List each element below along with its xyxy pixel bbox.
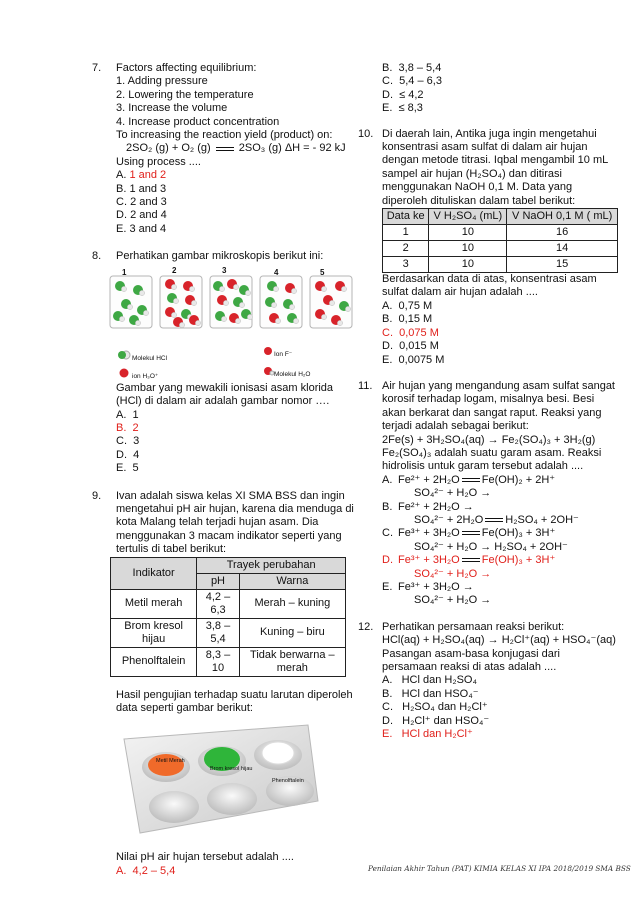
question-text: Gambar yang mewakili ionisasi asam klorida (HCl) di dalam air adalah gambar nomor …. bbox=[116, 381, 334, 408]
plate-label: Metil Merah bbox=[156, 758, 185, 765]
question-title: Factors affecting equilibrium: bbox=[116, 62, 257, 74]
question-12 bbox=[358, 621, 616, 742]
box-number: 1 bbox=[122, 267, 127, 277]
factor-item: 4. Increase product concentration bbox=[116, 115, 280, 128]
factor-item: 1. Adding pressure bbox=[116, 75, 208, 88]
table-row: Phenolftalein 8,3 – 10 Tidak berwarna – merah bbox=[111, 647, 346, 676]
question-number: 9. bbox=[92, 489, 102, 502]
question-text: Nilai pH air hujan tersebut adalah .... bbox=[116, 851, 294, 864]
indicator-table bbox=[110, 557, 346, 677]
option-d[interactable]: D. 0,015 M bbox=[382, 340, 439, 353]
option-c[interactable]: C. H₂SO₄ dan H₂Cl⁺ bbox=[382, 701, 488, 714]
question-instruction: Using process .... bbox=[116, 155, 201, 168]
table-row: 3 10 15 bbox=[383, 257, 618, 273]
option-b[interactable]: B. 1 and 3 bbox=[116, 182, 167, 195]
equilibrium-arrow-icon bbox=[462, 477, 480, 483]
legend-fminus-icon bbox=[264, 347, 272, 355]
plate-label: Phenolftalein bbox=[272, 778, 304, 785]
option-a[interactable]: A. 4,2 – 5,4 bbox=[116, 864, 176, 877]
question-prompt: To increasing the reaction yield (product) on: bbox=[116, 129, 333, 142]
question-number: 8. bbox=[92, 250, 102, 263]
option-e[interactable]: E. ≤ 8,3 bbox=[382, 102, 423, 115]
table-row: 1 10 16 bbox=[383, 225, 618, 241]
question-10 bbox=[358, 128, 616, 367]
reaction-equation: 2SO₂ (g) + O₂ (g) 2SO₃ (g) ΔH = - 92 kJ bbox=[126, 142, 346, 155]
question-9-continued bbox=[358, 62, 616, 116]
microscopic-figure bbox=[102, 264, 358, 382]
table-header: Indikator bbox=[111, 557, 197, 589]
question-text: Di daerah lain, Antika juga ingin mengetahui konsentrasi asam sulfat di dalam air hujan dengan metode titrasi. Iqbal mengambil 10 mL sampel air hujan (H₂SO₄) dan ditirasi menggunakan NaOH 0,1 M. Data yang diperoleh dituliskan dalam tabel berikut: bbox=[382, 127, 608, 207]
option-c[interactable]: C. Fe³⁺ + 3H₂O Fe(OH)₃ + 3H⁺ SO₄²⁻ + H₂O → H₂SO₄ + 2OH⁻ bbox=[382, 527, 568, 553]
question-8 bbox=[92, 250, 354, 475]
option-e[interactable]: E. 3 and 4 bbox=[116, 222, 167, 235]
right-column bbox=[358, 62, 616, 741]
table-row: Metil merah 4,2 – 6,3 Merah – kuning bbox=[111, 589, 346, 618]
option-a[interactable]: A. 1 bbox=[116, 408, 139, 421]
option-d[interactable]: D. 2 and 4 bbox=[116, 209, 167, 222]
option-d[interactable]: D. 4 bbox=[116, 448, 140, 461]
table-row: Brom kresol hijau 3,8 – 5,4 Kuning – biru bbox=[111, 618, 346, 647]
question-9 bbox=[92, 490, 354, 879]
result-text: Hasil pengujian terhadap suatu larutan diperoleh data seperti gambar berikut: bbox=[116, 688, 353, 714]
question-number: 11. bbox=[358, 379, 373, 392]
option-b[interactable]: B. Fe²⁺ + 2H₂O → SO₄²⁻ + 2H₂O H₂SO₄ + 2OH⁻ bbox=[382, 500, 579, 526]
question-title: Perhatikan persamaan reaksi berikut: bbox=[382, 620, 565, 633]
table-header: Trayek perubahan bbox=[197, 557, 346, 573]
option-c[interactable]: C. 0,075 M bbox=[382, 326, 439, 339]
option-e[interactable]: E. 0,0075 M bbox=[382, 353, 445, 366]
box-number: 4 bbox=[274, 267, 279, 277]
table-header: V H₂SO₄ (mL) bbox=[429, 209, 507, 225]
reaction-equation: 2Fe(s) + 3H₂SO₄(aq) → Fe₂(SO₄)₃ + 3H₂(g) bbox=[382, 433, 596, 446]
spot-plate-figure bbox=[110, 721, 322, 839]
question-7 bbox=[92, 62, 354, 236]
option-e[interactable]: E. HCl dan H₂Cl⁺ bbox=[382, 728, 473, 741]
table-header: pH bbox=[197, 573, 239, 589]
question-text: Pasangan asam-basa konjugasi dari persamaan reaksi di atas adalah .... bbox=[382, 647, 560, 674]
question-text: Ivan adalah siswa kelas XI SMA BSS dan ingin mengetahui pH air hujan, karena dia menduga di kota Malang telah terjadi hujan asam. Dia menggunakan 3 macam indikator seperti yang tertulis di tabel berikut: bbox=[116, 489, 354, 556]
option-c[interactable]: C. 2 and 3 bbox=[116, 196, 167, 209]
option-a[interactable]: A. Fe²⁺ + 2H₂O Fe(OH)₂ + 2H⁺ SO₄²⁻ + H₂O → bbox=[382, 473, 556, 500]
legend-h2o-label: Molekul H₂O bbox=[274, 370, 311, 378]
plate-label: Brom kresol hijau bbox=[210, 766, 253, 773]
page-footer: Penilaian Akhir Tahun (PAT) KIMIA KELAS XI IPA 2018/2019 SMA BSS bbox=[368, 864, 631, 873]
table-header: Data ke bbox=[383, 209, 429, 225]
left-column bbox=[92, 62, 354, 878]
factor-item: 3. Increase the volume bbox=[116, 102, 228, 115]
legend-fminus-label: Ion F⁻ bbox=[274, 350, 293, 358]
option-b[interactable]: B. 2 bbox=[116, 421, 139, 434]
reaction-equation: HCl(aq) + H₂SO₄(aq) → H₂Cl⁺(aq) + HSO₄⁻(aq) bbox=[382, 634, 616, 647]
question-number: 12. bbox=[358, 620, 374, 633]
box-number: 5 bbox=[320, 267, 325, 277]
question-11 bbox=[358, 380, 616, 608]
phenolphthalein-sample bbox=[262, 742, 294, 764]
equilibrium-arrow-icon bbox=[462, 557, 480, 563]
question-text-2: Fe₂(SO₄)₃ adalah suatu garam asam. Reaksi hidrolisis untuk garam tersebut adalah .... bbox=[382, 446, 602, 473]
option-c[interactable]: C. 3 bbox=[116, 435, 140, 448]
option-b[interactable]: B. HCl dan HSO₄⁻ bbox=[382, 687, 479, 700]
question-number: 10. bbox=[358, 127, 374, 140]
question-number: 7. bbox=[92, 62, 102, 74]
factor-item: 2. Lowering the temperature bbox=[116, 88, 254, 101]
titration-table bbox=[382, 208, 618, 273]
option-a[interactable]: A. 1 and 2 bbox=[116, 169, 167, 182]
legend-hcl-label: Molekul HCl bbox=[132, 354, 168, 362]
question-prompt: Berdasarkan data di atas, konsentrasi asam sulfat dalam air hujan adalah .... bbox=[382, 273, 597, 299]
option-e[interactable]: E. Fe³⁺ + 3H₂O → SO₄²⁻ + H₂O → bbox=[382, 581, 492, 607]
option-d[interactable]: D. Fe³⁺ + 3H₂O Fe(OH)₃ + 3H⁺ SO₄²⁻ + H₂O → bbox=[382, 554, 556, 580]
option-b[interactable]: B. 3,8 – 5,4 bbox=[382, 62, 442, 74]
option-d[interactable]: D. H₂Cl⁺ dan HSO₄⁻ bbox=[382, 714, 490, 727]
legend-h3o-label: ion H₃O⁺ bbox=[132, 372, 159, 380]
option-b[interactable]: B. 0,15 M bbox=[382, 313, 433, 326]
equilibrium-arrow-icon bbox=[462, 530, 480, 536]
table-row: 2 10 14 bbox=[383, 241, 618, 257]
question-text: Air hujan yang mengandung asam sulfat sangat korosif terhadap logam, misalnya besi. Besi akan berkarat dan sangat raput. Reaksi yang terjadi adalah sebagai berikut: bbox=[382, 379, 615, 433]
option-a[interactable]: A. 0,75 M bbox=[382, 299, 433, 312]
option-e[interactable]: E. 5 bbox=[116, 462, 139, 475]
table-header: Warna bbox=[239, 573, 345, 589]
box-number: 2 bbox=[172, 265, 177, 275]
legend-h3o-icon bbox=[120, 368, 129, 377]
equilibrium-arrow-icon bbox=[485, 517, 503, 523]
question-title: Perhatikan gambar mikroskopis berikut ini: bbox=[116, 250, 324, 263]
equilibrium-arrow-icon bbox=[216, 146, 234, 152]
option-c[interactable]: C. 5,4 – 6,3 bbox=[382, 75, 442, 88]
option-d[interactable]: D. ≤ 4,2 bbox=[382, 88, 424, 101]
box-number: 3 bbox=[222, 265, 227, 275]
table-header: V NaOH 0,1 M ( mL) bbox=[507, 209, 618, 225]
option-a[interactable]: A. HCl dan H₂SO₄ bbox=[382, 674, 477, 687]
